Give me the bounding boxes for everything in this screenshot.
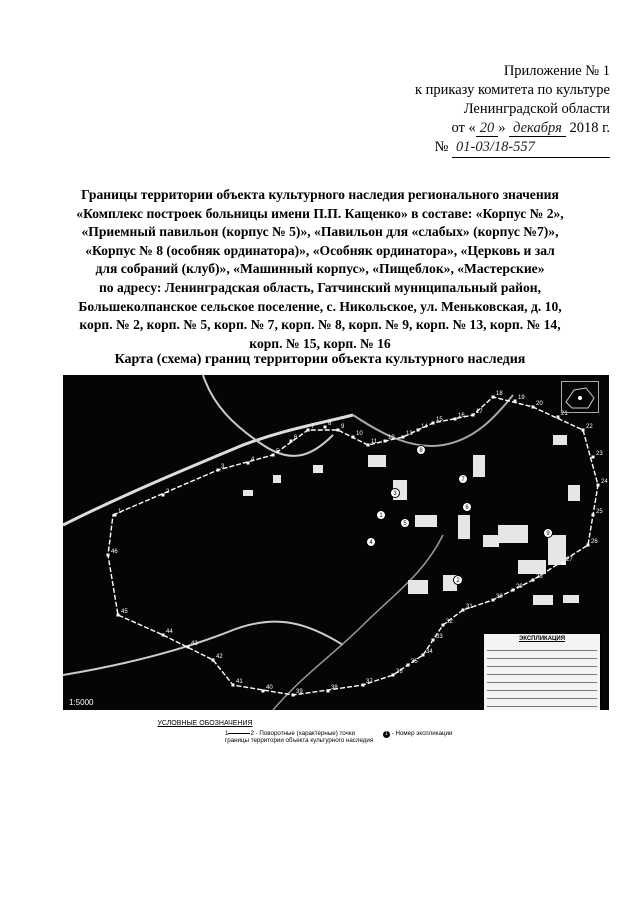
title-line: «Комплекс построек больницы имени П.П. Кащенко» в составе: «Корпус № 2», (76, 205, 564, 221)
boundary-point-marker (212, 659, 215, 662)
explication-title: ЭКСПЛИКАЦИЯ (518, 636, 566, 642)
region-name: Ленинградской области (463, 101, 610, 117)
boundary-point-label: 16 (458, 413, 465, 419)
boundary-point-label: 40 (266, 685, 273, 691)
boundary-point-label: 45 (121, 609, 128, 615)
boundary-point-label: 35 (411, 659, 418, 665)
boundary-point-marker (514, 400, 517, 403)
boundary-point-label: 2 (166, 489, 170, 495)
building (483, 535, 499, 547)
explication-marker-label: 6 (465, 505, 469, 511)
boundary-point-label: 21 (561, 411, 568, 417)
building (548, 535, 566, 565)
map-scale: 1:5000 (69, 698, 94, 707)
boundary-point-label: 25 (596, 509, 603, 515)
boundary-point-marker (597, 484, 600, 487)
boundary-point-label: 23 (596, 451, 603, 457)
boundary-point-marker (337, 429, 340, 432)
boundary-point-marker (462, 609, 465, 612)
symbols-title: УСЛОВНЫЕ ОБОЗНАЧЕНИЯ (157, 720, 253, 727)
explication-symbol-desc: - Номер экспликации (391, 730, 453, 737)
explication-row (487, 691, 597, 699)
building (518, 560, 546, 574)
boundary-point-marker (117, 614, 120, 617)
boundary-point-label: 43 (191, 641, 198, 647)
title-line: корп. № 2, корп. № 5, корп. № 7, корп. № 8, корп. № 9, корп. № 13, корп. № 14, (79, 317, 561, 333)
boundary-line-sample (228, 733, 250, 734)
building (458, 515, 470, 539)
boundary-point-marker (107, 554, 110, 557)
boundary-point-label: 27 (566, 557, 573, 563)
boundary-point-label: 22 (586, 424, 593, 430)
boundary-point-marker (454, 418, 457, 421)
boundary-point-label: 36 (396, 669, 403, 675)
boundary-point-marker (262, 690, 265, 693)
boundary-point-marker (162, 634, 165, 637)
boundary-point-label: 10 (356, 431, 363, 437)
boundary-point-label: 38 (331, 685, 338, 691)
boundary-point-label: 8 (328, 421, 332, 427)
boundary-point-marker (492, 396, 495, 399)
order-number (310, 138, 610, 158)
line-start-label: 1 (225, 730, 229, 737)
building (498, 525, 528, 543)
boundary-point-label: 3 (221, 464, 225, 470)
explication-row (487, 707, 597, 710)
boundary-point-marker (582, 429, 585, 432)
symbols-legend (157, 720, 485, 744)
boundary-point-label: 44 (166, 629, 173, 635)
boundary-point-marker (232, 684, 235, 687)
explication-dot-icon: 1 (383, 731, 390, 738)
explication-marker-label: 7 (461, 477, 465, 483)
boundary-point-marker (532, 579, 535, 582)
appendix-label: Приложение № 1 (503, 63, 610, 79)
map-explication (483, 633, 601, 710)
boundary-point-label: 26 (591, 539, 598, 545)
boundary-point-marker (432, 422, 435, 425)
explication-marker-label: 5 (403, 521, 407, 527)
symbols-row (225, 730, 485, 744)
explication-marker-label: 1 (379, 513, 383, 519)
explication-row (487, 667, 597, 675)
explication-marker-label: 2 (456, 578, 460, 584)
boundary-point-label: 19 (518, 395, 525, 401)
boundary-point-label: 34 (426, 649, 433, 655)
title-line: для собраний (клуб)», «Машинный корпус», «Пищеблок», «Мастерские» (95, 261, 545, 277)
boundary-point-marker (442, 624, 445, 627)
boundary-point-marker (587, 544, 590, 547)
boundary-point-marker (402, 436, 405, 439)
building (273, 475, 281, 483)
boundary-symbol (225, 730, 375, 744)
boundary-point-marker (307, 429, 310, 432)
boundary-point-marker (592, 456, 595, 459)
building (563, 595, 579, 603)
boundary-point-label: 24 (601, 479, 608, 485)
road (273, 535, 443, 710)
boundary-point-marker (162, 494, 165, 497)
boundary-point-label: 4 (251, 457, 255, 463)
boundary-point-label: 29 (516, 584, 523, 590)
boundary-point-marker (272, 454, 275, 457)
boundary-point-label: 11 (371, 439, 378, 445)
boundary-point-marker (292, 694, 295, 697)
boundary-point-marker (422, 654, 425, 657)
overview-inset (561, 381, 599, 413)
boundary-point-marker (592, 514, 595, 517)
boundary-point-label: 32 (446, 619, 453, 625)
title-line: по адресу: Ленинградская область, Гатчинский муниципальный район, (98, 279, 542, 295)
building (243, 490, 253, 496)
boundary-point-marker (557, 416, 560, 419)
boundary-point-marker (472, 414, 475, 417)
boundary-point-label: 31 (466, 604, 473, 610)
boundary-point-label: 14 (421, 424, 428, 430)
boundary-point-label: 6 (294, 435, 298, 441)
boundary-point-label: 9 (341, 424, 345, 430)
date-prefix: от « (451, 120, 476, 136)
building (408, 580, 428, 594)
appendix-header (310, 62, 610, 158)
order-reference: к приказу комитета по культуре (414, 82, 610, 98)
map-title: Карта (схема) границ территории объекта культурного наследия (114, 352, 526, 367)
date-mid: » (498, 120, 506, 136)
boundary-point-label: 30 (496, 594, 503, 600)
explication-marker-label: 9 (546, 531, 550, 537)
boundary-point-marker (432, 639, 435, 642)
boundary-map (63, 375, 609, 710)
boundary-point-marker (407, 664, 410, 667)
explication-row (487, 699, 597, 707)
boundary-point-marker (417, 429, 420, 432)
explication-symbol (383, 730, 453, 744)
date-month: декабря (509, 120, 566, 137)
explication-row (487, 659, 597, 667)
explication-marker-label: 3 (393, 491, 397, 497)
boundary-point-marker (367, 444, 370, 447)
boundary-point-marker (562, 562, 565, 565)
title-line: Границы территории объекта культурного наследия регионального значения (81, 187, 559, 202)
boundary-point-marker (352, 436, 355, 439)
boundary-point-marker (247, 462, 250, 465)
boundary-point-label: 37 (366, 679, 373, 685)
boundary-symbol-desc: - Поворотные (характерные) точки границы территории объекта культурного наследия (225, 730, 374, 744)
title-line: «Корпус № 8 (особняк ординатора)», «Особняк ординатора», «Церковь и зал (85, 242, 555, 258)
boundary-point-label: 15 (436, 417, 443, 423)
boundary-point-marker (362, 684, 365, 687)
building (473, 455, 485, 477)
date-day: 20 (476, 120, 499, 137)
boundary-point-label: 13 (406, 431, 413, 437)
building (368, 455, 386, 467)
boundary-point-label: 42 (216, 654, 223, 660)
boundary-point-label: 41 (236, 679, 243, 685)
road (203, 375, 333, 456)
boundary-point-marker (290, 440, 293, 443)
boundary-point-label: 20 (536, 401, 543, 407)
building (533, 595, 553, 605)
boundary-point-marker (327, 690, 330, 693)
explication-row (487, 651, 597, 659)
explication-marker-label: 4 (369, 540, 373, 546)
building (313, 465, 323, 473)
boundary-point-label: 18 (496, 391, 503, 397)
explication-row (487, 643, 597, 651)
boundary-point-marker (392, 674, 395, 677)
boundary-point-label: 46 (111, 549, 118, 555)
boundary-point-label: 39 (296, 689, 303, 695)
building (553, 435, 567, 445)
boundary-point-marker (324, 426, 327, 429)
road (63, 622, 343, 675)
boundary-point-marker (532, 406, 535, 409)
line-end-label: 2 (250, 730, 254, 737)
boundary-point-marker (384, 440, 387, 443)
explication-row (487, 675, 597, 683)
title-line: Большеколпанское сельское поселение, с. Никольское, ул. Меньковская, д. 10, (78, 298, 562, 314)
number-prefix: № (434, 139, 449, 155)
inset-drawing (562, 382, 598, 412)
boundary-point-marker (114, 514, 117, 517)
boundary-point-marker (187, 646, 190, 649)
explication-row (487, 683, 597, 691)
order-date (310, 119, 610, 138)
date-year: 2018 г. (569, 120, 610, 136)
title-line: «Приемный павильон (корпус № 5)», «Павильон для «слабых» (корпус №7)», (81, 224, 559, 240)
boundary-point-label: 17 (476, 409, 483, 415)
boundary-point-label: 28 (536, 574, 543, 580)
explication-marker-label: 8 (419, 448, 423, 454)
boundary-point-label: 5 (276, 449, 280, 455)
document-title (40, 186, 600, 353)
title-line: корп. № 15, корп. № 16 (249, 335, 391, 351)
boundary-point-marker (217, 469, 220, 472)
building (415, 515, 437, 527)
building (568, 485, 580, 501)
boundary-point-marker (492, 599, 495, 602)
boundary-point-label: 7 (311, 424, 315, 430)
number-value: 01-03/18-557 (452, 138, 610, 158)
boundary-point-label: 12 (388, 435, 395, 441)
boundary-point-label: 1 (118, 509, 122, 515)
boundary-point-marker (512, 589, 515, 592)
boundary-point-label: 33 (436, 634, 443, 640)
